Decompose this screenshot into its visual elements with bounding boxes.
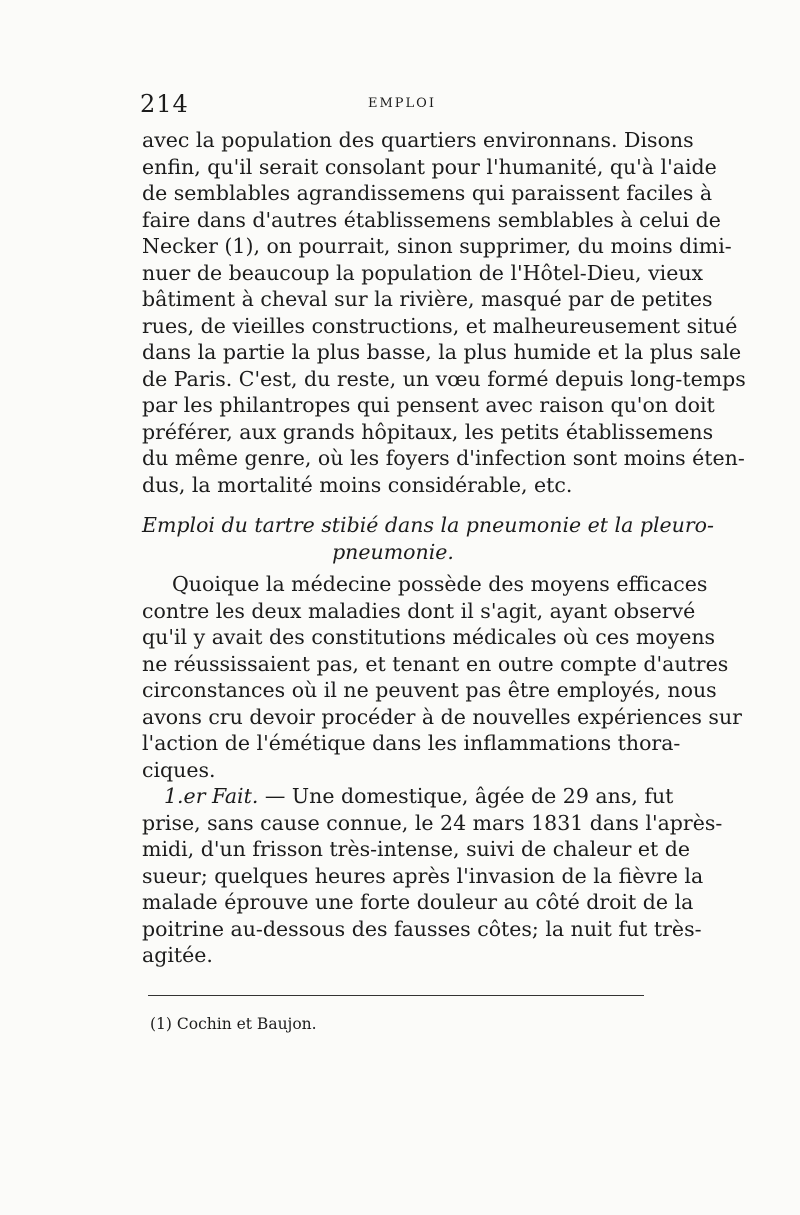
text-line: faire dans d'autres établissemens semblables à celui de (142, 208, 721, 232)
text-line: bâtiment à cheval sur la rivière, masqué par de petites (142, 287, 713, 311)
text-line: circonstances où il ne peuvent pas être employés, nous (142, 678, 717, 702)
text-line: prise, sans cause connue, le 24 mars 1831 dans l'après- (142, 811, 723, 835)
footnote-rule (148, 995, 644, 996)
text-line: malade éprouve une forte douleur au côté droit de la (142, 890, 694, 914)
text-line: agitée. (142, 943, 213, 967)
text-line: qu'il y avait des constitutions médicales où ces moyens (142, 625, 716, 649)
section-heading-cont: pneumonie. (332, 540, 454, 564)
text-line: ne réussissaient pas, et tenant en outre compte d'autres (142, 652, 729, 676)
text-line: de Paris. C'est, du reste, un vœu formé depuis long-temps (142, 367, 746, 391)
text-line: nuer de beaucoup la population de l'Hôtel-Dieu, vieux (142, 261, 704, 285)
section-heading: Emploi du tartre stibié dans la pneumonie et la pleuro- (142, 513, 714, 537)
text-line: poitrine au-dessous des fausses côtes; la nuit fut très- (142, 917, 702, 941)
footnote: (1) Cochin et Baujon. (150, 1015, 317, 1033)
text-line: dus, la mortalité moins considérable, etc. (142, 473, 573, 497)
text-line: Quoique la médecine possède des moyens efficaces (172, 572, 708, 596)
text-line: enfin, qu'il serait consolant pour l'humanité, qu'à l'aide (142, 155, 717, 179)
text-line: ciques. (142, 758, 216, 782)
text-line: du même genre, où les foyers d'infection sont moins éten- (142, 446, 745, 470)
text-line: par les philantropes qui pensent avec raison qu'on doit (142, 393, 715, 417)
page-number: 214 (140, 90, 189, 118)
text-line: l'action de l'émétique dans les inflammations thora- (142, 731, 681, 755)
case-first-line (164, 783, 674, 809)
text-line: sueur; quelques heures après l'invasion de la fièvre la (142, 864, 704, 888)
text-line: de semblables agrandissemens qui paraissent faciles à (142, 181, 713, 205)
text-line: préférer, aux grands hôpitaux, les petits établissemens (142, 420, 714, 444)
running-title: EMPLOI (368, 96, 436, 111)
case-first-line-text: — Une domestique, âgée de 29 ans, fut (258, 784, 674, 808)
running-head (140, 90, 640, 120)
text-line: Necker (1), on pourrait, sinon supprimer, du moins dimi- (142, 234, 732, 258)
text-line: midi, d'un frisson très-intense, suivi de chaleur et de (142, 837, 691, 861)
text-line: rues, de vieilles constructions, et malheureusement situé (142, 314, 738, 338)
text-line: dans la partie la plus basse, la plus humide et la plus sale (142, 340, 742, 364)
text-line: contre les deux maladies dont il s'agit, ayant observé (142, 599, 696, 623)
text-line: avons cru devoir procéder à de nouvelles expériences sur (142, 705, 742, 729)
text-line: avec la population des quartiers environnans. Disons (142, 128, 694, 152)
case-label: 1.er Fait. (164, 784, 259, 808)
